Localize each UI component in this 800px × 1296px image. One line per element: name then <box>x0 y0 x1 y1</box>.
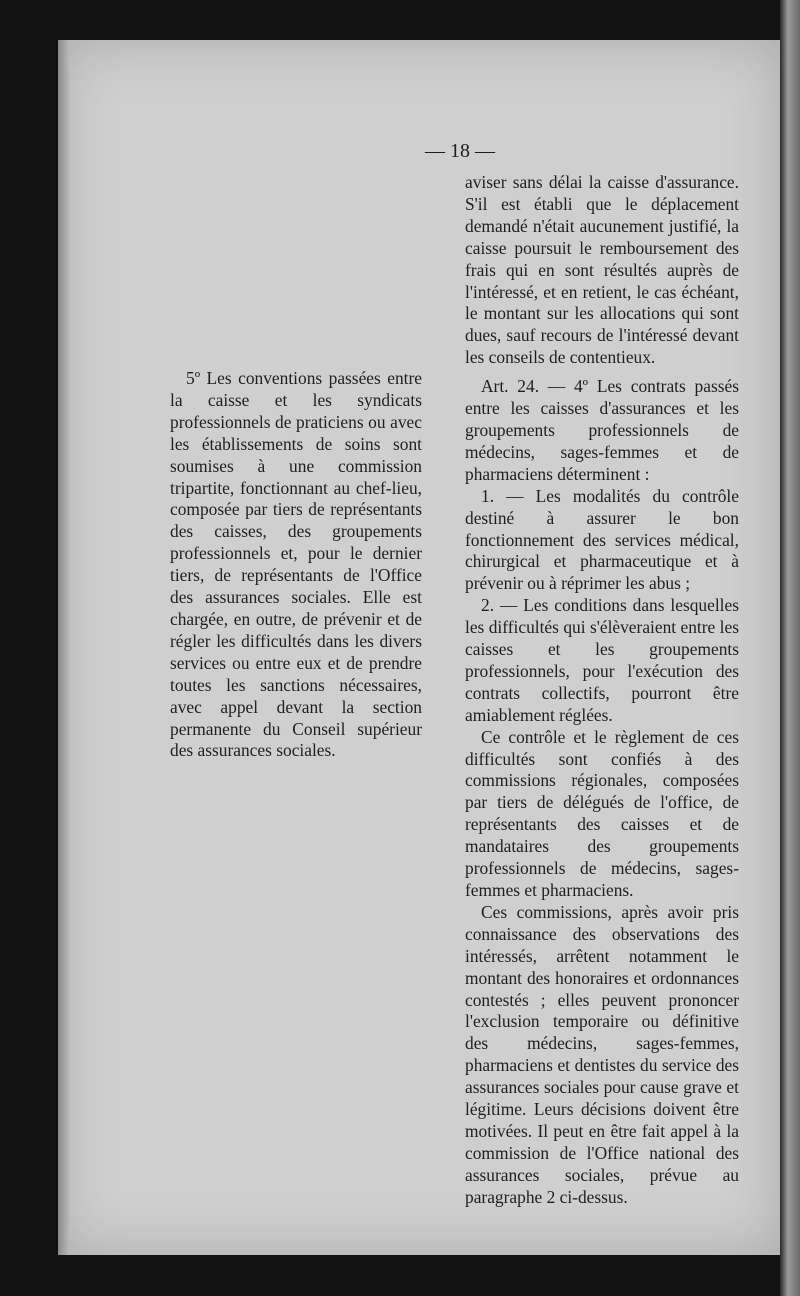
left-paragraph-conventions: 5º Les conventions passées entre la caisse et les syndicats professionnels de praticiens ou avec les établissements de soins sont soumises à une commission tripartite, fonctionnant au chef-lieu, composée par tiers de représentants des caisses, des groupements professionnels et, pour le dernier tiers, de représentants de l'Office des assurances sociales. Elle est chargée, en outre, de prévenir et de régler les difficultés dans les divers services ou entre eux et de prendre toutes les sanctions nécessaires, avec appel devant la section permanente du Conseil supérieur des assurances sociales. <box>170 368 422 761</box>
left-text-column <box>170 368 422 762</box>
page-number: — 18 — <box>425 140 495 162</box>
right-paragraph-item-1: 1. — Les modalités du contrôle destiné à assurer le bon fonctionnement des services médical, chirurgical et pharmaceutique et à prévenir ou à réprimer les abus ; <box>465 485 739 594</box>
right-paragraph-control: Ce contrôle et le règlement de ces difficultés sont confiés à des commissions régionales, composées par tiers de délégués de l'office, de représentants des caisses et de mandataires des groupements professionnels de médecins, sages-femmes et pharmaciens. <box>465 726 739 900</box>
facing-page-edge <box>780 0 800 1296</box>
right-paragraph-commissions: Ces commissions, après avoir pris connaissance des observations des intéressés, arrêtent notamment le montant des honoraires et ordonnances contestés ; elles peuvent prononcer l'exclusion temporaire ou définitive des médecins, sages-femmes, pharmaciens et dentistes du service des assurances sociales pour cause grave et légitime. Leurs décisions doivent être motivées. Il peut en être fait appel à la commission de l'Office national des assurances sociales, prévue au paragraphe 2 ci-dessus. <box>465 901 739 1207</box>
right-paragraph-item-2: 2. — Les conditions dans lesquelles les difficultés qui s'élèveraient entre les caisses et les groupements professionnels, pour l'exécution des contrats collectifs, pourront être amiablement réglées. <box>465 595 739 725</box>
page-binding-edge <box>58 40 70 1255</box>
right-text-column <box>465 172 739 1209</box>
right-paragraph-article-24: Art. 24. — 4º Les contrats passés entre les caisses d'assurances et les groupements professionnels de médecins, sages-femmes et de pharmaciens déterminent : <box>465 376 739 484</box>
right-paragraph-continuation: aviser sans délai la caisse d'assurance. S'il est établi que le déplacement demandé n'était aucunement justifié, la caisse poursuit le remboursement des frais qui en sont résultés auprès de l'intéressé, et en retient, le cas échéant, le montant sur les allocations qui sont dues, sauf recours de l'intéressé devant les conseils de contentieux. <box>465 172 739 368</box>
